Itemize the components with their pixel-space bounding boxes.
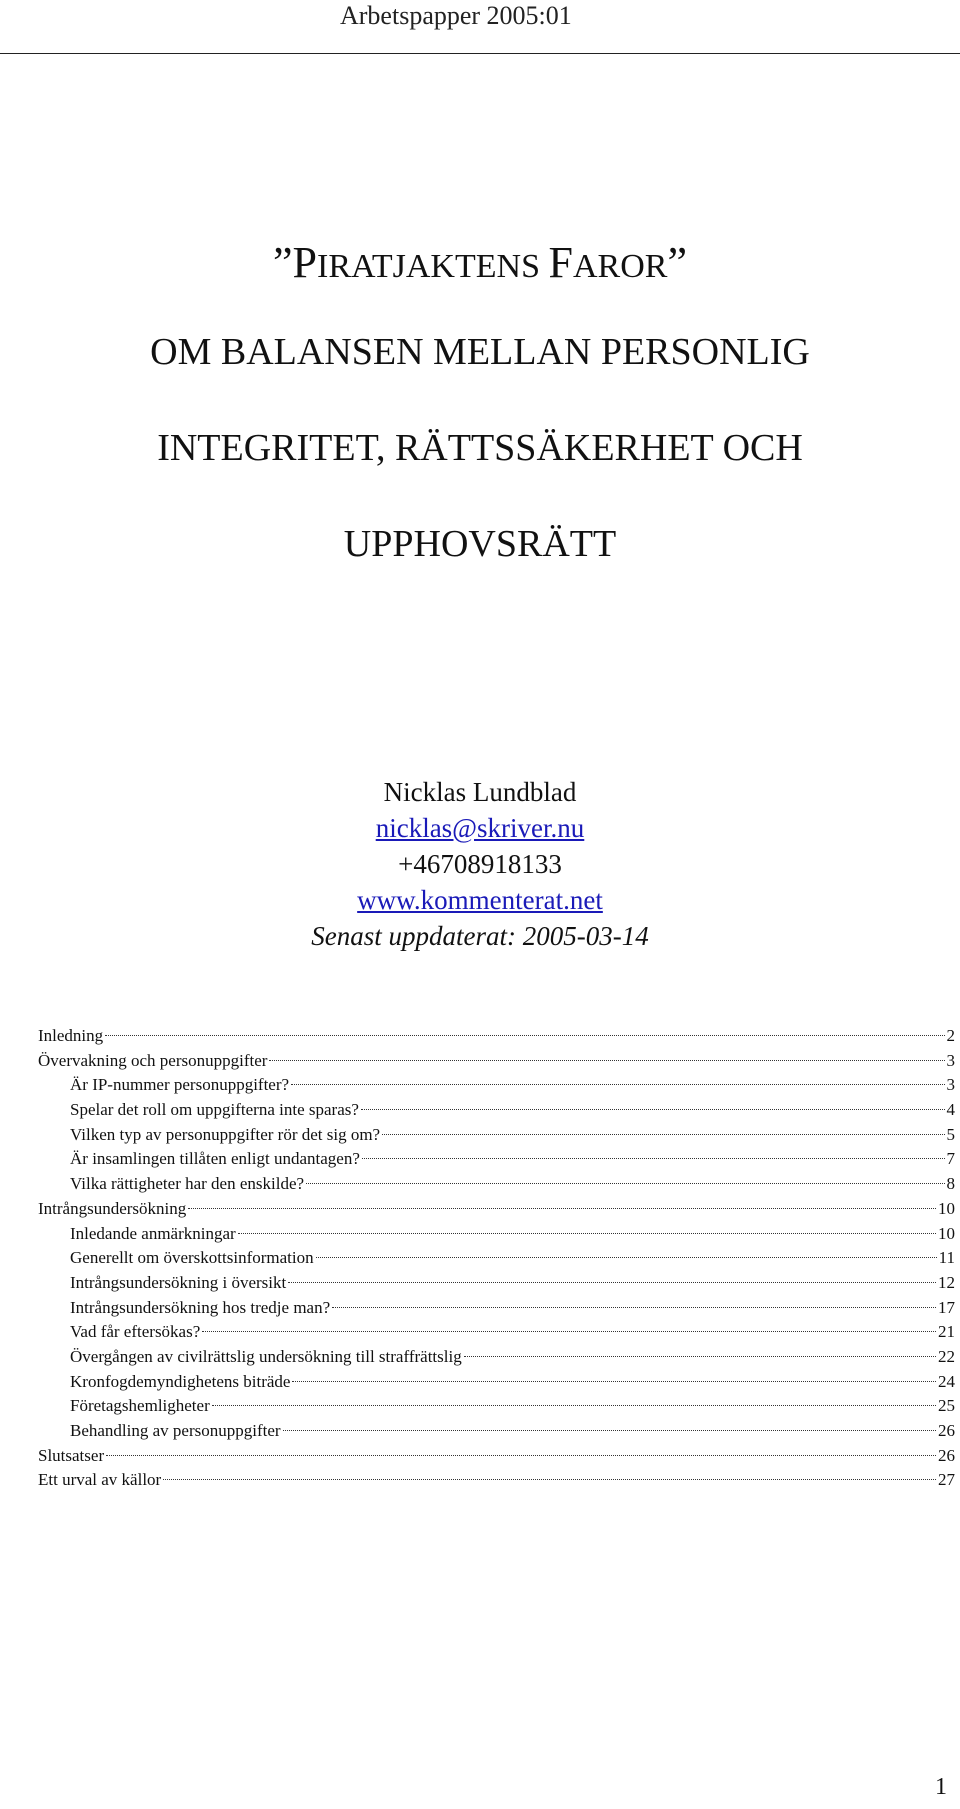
toc-entry-label: Spelar det roll om uppgifterna inte sparas?	[70, 1100, 359, 1120]
toc-entry-label: Slutsatser	[38, 1445, 105, 1465]
toc-entry-label: Ett urval av källor	[38, 1470, 162, 1490]
toc-leader-dots	[291, 1084, 944, 1085]
toc-entry-label: Intrångsundersökning hos tredje man?	[70, 1297, 331, 1317]
toc-leader-dots	[105, 1035, 944, 1036]
header-text: Arbetspapper 2005:01	[340, 1, 572, 30]
toc-entry-label: Behandling av personuppgifter	[70, 1421, 281, 1440]
toc-entry[interactable]	[38, 1073, 955, 1098]
page-header	[0, 0, 960, 54]
toc-entry-page: 10	[938, 1223, 955, 1243]
toc-entry-label: Vad får eftersökas?	[70, 1322, 201, 1342]
updated-date: Senast uppdaterat: 2005-03-14	[311, 921, 649, 951]
toc-entry-page: 26	[938, 1445, 955, 1465]
toc-leader-dots	[106, 1455, 936, 1456]
toc-entry[interactable]	[38, 1345, 955, 1370]
toc-leader-dots	[188, 1208, 936, 1209]
table-of-contents	[38, 1024, 955, 1493]
toc-leader-dots	[288, 1282, 936, 1283]
toc-entry[interactable]	[38, 1394, 955, 1419]
toc-entry[interactable]	[38, 1246, 955, 1271]
toc-leader-dots	[269, 1060, 944, 1061]
toc-leader-dots	[202, 1331, 936, 1332]
toc-leader-dots	[464, 1356, 936, 1357]
toc-entry-label: Inledning	[38, 1026, 104, 1045]
toc-entry[interactable]	[38, 1197, 955, 1222]
author-name: Nicklas Lundblad	[383, 777, 577, 807]
toc-entry-page: 21	[938, 1322, 955, 1342]
toc-entry[interactable]	[38, 1444, 955, 1469]
toc-entry-page: 27	[938, 1470, 955, 1490]
toc-entry-label: Övergången av civilrättslig undersökning till straffrättslig	[70, 1346, 462, 1366]
toc-entry[interactable]	[38, 1419, 955, 1444]
toc-leader-dots	[163, 1479, 936, 1480]
toc-entry[interactable]	[38, 1271, 955, 1296]
toc-entry-page: 17	[938, 1297, 955, 1317]
toc-leader-dots	[292, 1381, 936, 1382]
toc-entry-page: 22	[938, 1346, 955, 1366]
toc-entry-page: 2	[946, 1026, 955, 1045]
toc-entry-label: Är insamlingen tillåten enligt undantagen?	[70, 1149, 360, 1169]
toc-leader-dots	[212, 1405, 936, 1406]
toc-entry-page: 7	[946, 1149, 955, 1169]
toc-leader-dots	[362, 1158, 945, 1159]
toc-entry-label: Intrångsundersökning i översikt	[70, 1272, 287, 1292]
toc-entry[interactable]	[38, 1370, 955, 1395]
toc-leader-dots	[283, 1430, 936, 1431]
toc-entry-label: Vilken typ av personuppgifter rör det sig om?	[70, 1124, 381, 1144]
toc-entry[interactable]	[38, 1147, 955, 1172]
toc-entry-label: Inledande anmärkningar	[70, 1223, 236, 1243]
website-link[interactable]: www.kommenterat.net	[357, 885, 603, 915]
toc-entry-page: 11	[938, 1248, 955, 1268]
toc-leader-dots	[332, 1307, 936, 1308]
toc-leader-dots	[238, 1233, 936, 1234]
toc-entry[interactable]	[38, 1098, 955, 1123]
author-block	[0, 774, 960, 954]
toc-entry-label: Intrångsundersökning	[38, 1198, 187, 1218]
toc-entry[interactable]	[38, 1172, 955, 1197]
phone-number: +46708918133	[398, 849, 562, 879]
subtitle-line: INTEGRITET, RÄTTSSÄKERHET OCH	[157, 427, 803, 469]
toc-entry-page: 25	[938, 1396, 955, 1416]
toc-entry[interactable]	[38, 1222, 955, 1247]
toc-entry-page: 10	[938, 1198, 955, 1218]
toc-entry[interactable]	[38, 1320, 955, 1345]
toc-entry-page: 12	[938, 1272, 955, 1292]
page-number: 1	[935, 1774, 947, 1800]
toc-leader-dots	[316, 1257, 937, 1258]
toc-leader-dots	[382, 1134, 944, 1135]
toc-entry-label: Generellt om överskottsinformation	[70, 1248, 314, 1268]
toc-entry[interactable]	[38, 1049, 955, 1074]
toc-entry[interactable]	[38, 1123, 955, 1148]
toc-entry-page: 3	[946, 1075, 955, 1095]
toc-entry[interactable]	[38, 1024, 955, 1049]
toc-entry-page: 3	[946, 1050, 955, 1070]
toc-entry-page: 5	[946, 1124, 955, 1144]
toc-entry-page: 4	[946, 1100, 955, 1120]
subtitle-line: OM BALANSEN MELLAN PERSONLIG	[150, 331, 810, 373]
toc-entry[interactable]	[38, 1468, 955, 1493]
toc-leader-dots	[306, 1183, 944, 1184]
toc-entry-label: Vilka rättigheter har den enskilde?	[70, 1174, 305, 1194]
document-title: ”PIRATJAKTENS FAROR”	[272, 238, 688, 287]
toc-entry-page: 24	[938, 1371, 955, 1391]
toc-leader-dots	[361, 1109, 945, 1110]
subtitle-line: UPPHOVSRÄTT	[343, 523, 617, 565]
toc-entry-page: 8	[946, 1174, 955, 1194]
title-block	[0, 230, 960, 568]
toc-entry-label: Företagshemligheter	[70, 1396, 210, 1416]
toc-entry[interactable]	[38, 1296, 955, 1321]
toc-entry-label: Är IP-nummer personuppgifter?	[70, 1075, 290, 1095]
toc-entry-page: 26	[938, 1421, 955, 1440]
document-subtitle	[0, 328, 960, 568]
toc-entry-label: Övervakning och personuppgifter	[38, 1050, 268, 1070]
email-link[interactable]: nicklas@skriver.nu	[375, 813, 585, 843]
toc-entry-label: Kronfogdemyndighetens biträde	[70, 1371, 291, 1391]
